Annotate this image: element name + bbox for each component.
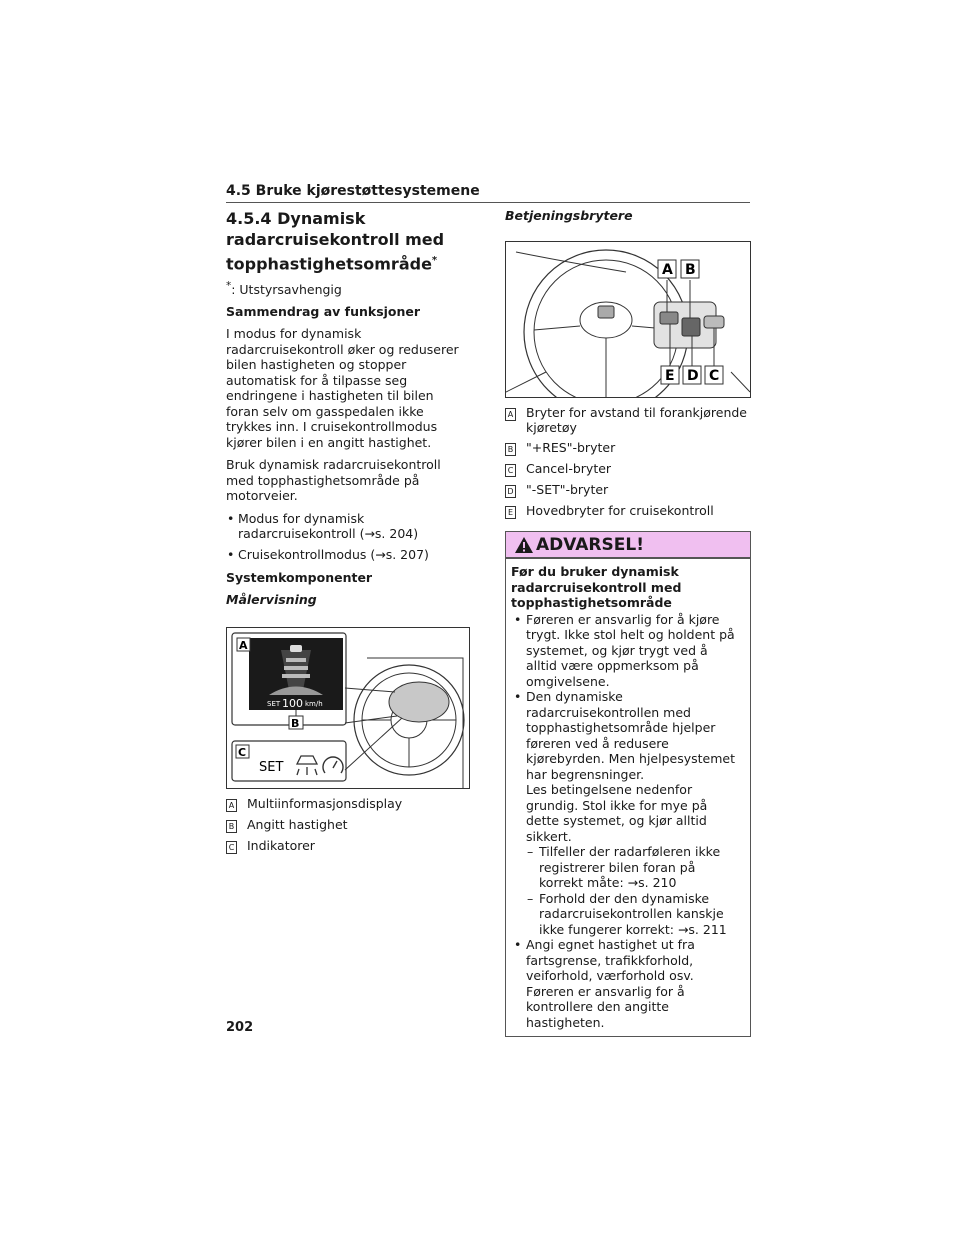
components-heading: Systemkomponenter bbox=[226, 570, 373, 586]
footnote bbox=[226, 280, 470, 297]
summary-heading: Sammendrag av funksjoner bbox=[226, 304, 421, 320]
section-title bbox=[226, 208, 470, 274]
legend-letter: A bbox=[226, 799, 237, 812]
section-title-line-3: topphastighetsområde bbox=[226, 254, 432, 274]
display-heading: Målervisning bbox=[226, 592, 317, 608]
switches-figure bbox=[505, 241, 751, 398]
left-column bbox=[226, 208, 470, 860]
legend-letter: D bbox=[505, 485, 516, 498]
warning-item bbox=[511, 689, 742, 937]
legend-item bbox=[226, 839, 470, 854]
legend-item bbox=[226, 818, 470, 833]
section-title-line-2: radarcruisekontroll med bbox=[226, 230, 445, 249]
running-header bbox=[226, 180, 750, 203]
legend-text: Indikatorer bbox=[247, 838, 315, 854]
warning-item-text: Les betingelsene nedenfor grundig. Stol ikke for mye på dette systemet, og kjør alltid sikkert. bbox=[526, 782, 708, 844]
warning-list bbox=[511, 612, 742, 1031]
legend-item bbox=[505, 504, 751, 519]
legend-item bbox=[505, 462, 751, 477]
legend-text: Bryter for avstand til forankjørende kjøretøy bbox=[526, 405, 747, 435]
legend-item bbox=[505, 441, 751, 456]
right-column bbox=[505, 208, 751, 1037]
set-indicator-label: SET bbox=[259, 760, 284, 776]
legend-letter: C bbox=[505, 464, 516, 477]
meter-display-figure bbox=[226, 627, 470, 789]
callout-b: B bbox=[291, 717, 300, 731]
header-title: 4.5 Bruke kjørestøttesystemene bbox=[226, 183, 480, 199]
callout-a: A bbox=[662, 262, 673, 278]
warning-box bbox=[505, 531, 751, 1037]
summary-paragraph: I modus for dynamisk radarcruisekontroll øker og reduserer bilen hastigheten og stopper automatisk for å tilpasse seg endringene i hastigheten til bilen foran selv om gasspedalen ikke trykkes inn. I cruisekontrollmodus kjører bilen i en angitt hastighet. bbox=[226, 326, 459, 450]
warning-sublist bbox=[526, 844, 742, 937]
warning-banner bbox=[506, 532, 750, 559]
legend-text: Hovedbryter for cruisekontroll bbox=[526, 503, 714, 518]
switches-illustration bbox=[506, 242, 750, 397]
mode-item: • Modus for dynamisk radarcruisekontroll (→s. 204) bbox=[226, 511, 470, 542]
warning-subitem: – Forhold der den dynamiske radarcruisekontrollen kanskje ikke fungerer korrekt: →s. 211 bbox=[526, 891, 742, 938]
legend-text: Cancel-bryter bbox=[526, 461, 612, 476]
legend-text: "-SET"-bryter bbox=[526, 482, 609, 497]
set-speed: 100 bbox=[282, 697, 303, 711]
legend-item bbox=[505, 483, 751, 498]
callout-c: C bbox=[709, 368, 720, 384]
legend-letter: B bbox=[505, 443, 516, 456]
warning-triangle-icon bbox=[514, 536, 534, 554]
legend-item bbox=[505, 406, 751, 435]
footnote-mark: * bbox=[226, 280, 232, 293]
callout-b: B bbox=[685, 262, 696, 278]
legend-letter: C bbox=[226, 841, 237, 854]
callout-d: D bbox=[687, 368, 699, 384]
section-title-footnote-mark: * bbox=[431, 255, 438, 266]
speed-unit: km/h bbox=[305, 700, 323, 709]
legend-text: Angitt hastighet bbox=[247, 817, 348, 833]
legend-text: Multiinformasjonsdisplay bbox=[247, 796, 403, 812]
switches-legend bbox=[505, 406, 751, 519]
callout-a: A bbox=[239, 639, 248, 653]
warning-body bbox=[506, 559, 750, 1036]
legend-letter: B bbox=[226, 820, 237, 833]
legend-letter: E bbox=[505, 506, 516, 519]
radar-cruise-icon bbox=[297, 756, 317, 775]
warning-title: Før du bruker dynamisk radarcruisekontroll med topphastighetsområde bbox=[511, 564, 682, 610]
warning-subitem: – Tilfeller der radarføleren ikke registrerer bilen foran på korrekt måte: →s. 210 bbox=[526, 844, 742, 891]
mode-item: • Cruisekontrollmodus (→s. 207) bbox=[226, 547, 470, 563]
cruise-control-icon bbox=[323, 757, 343, 773]
warning-item: • Angi egnet hastighet ut fra fartsgrense, trafikkforhold, veiforhold, værforhold osv. Føreren er ansvarlig for å kontrollere den angitte hastigheten. bbox=[511, 937, 742, 1030]
warning-item: • Føreren er ansvarlig for å kjøre trygt. Ikke stol helt og holdent på systemet, og kjør trygt ved å alltid være oppmerksom på omgivelsene. bbox=[511, 612, 742, 690]
meter-display-illustration bbox=[227, 628, 469, 788]
warning-banner-text: ADVARSEL! bbox=[536, 535, 644, 555]
legend-text: "+RES"-bryter bbox=[526, 440, 616, 455]
footnote-text: : Utstyrsavhengig bbox=[231, 282, 342, 298]
mode-list bbox=[226, 511, 470, 563]
legend-item bbox=[226, 797, 470, 812]
page-number: 202 bbox=[226, 1020, 254, 1035]
set-small-label: SET bbox=[267, 700, 281, 709]
callout-e: E bbox=[665, 368, 675, 384]
switches-heading: Betjeningsbrytere bbox=[505, 208, 633, 223]
usage-paragraph: Bruk dynamisk radarcruisekontroll med topphastighetsområde på motorveier. bbox=[226, 457, 441, 504]
legend-letter: A bbox=[505, 408, 516, 421]
meter-legend bbox=[226, 797, 470, 854]
section-title-line-1: 4.5.4 Dynamisk bbox=[226, 209, 366, 228]
callout-c: C bbox=[238, 746, 247, 760]
warning-item-text: • Den dynamiske radarcruisekontrollen med topphastighetsområde hjelper føreren ved å redusere kjørebyrden. Men hjelpesystemet har begrensninger. bbox=[526, 689, 735, 782]
